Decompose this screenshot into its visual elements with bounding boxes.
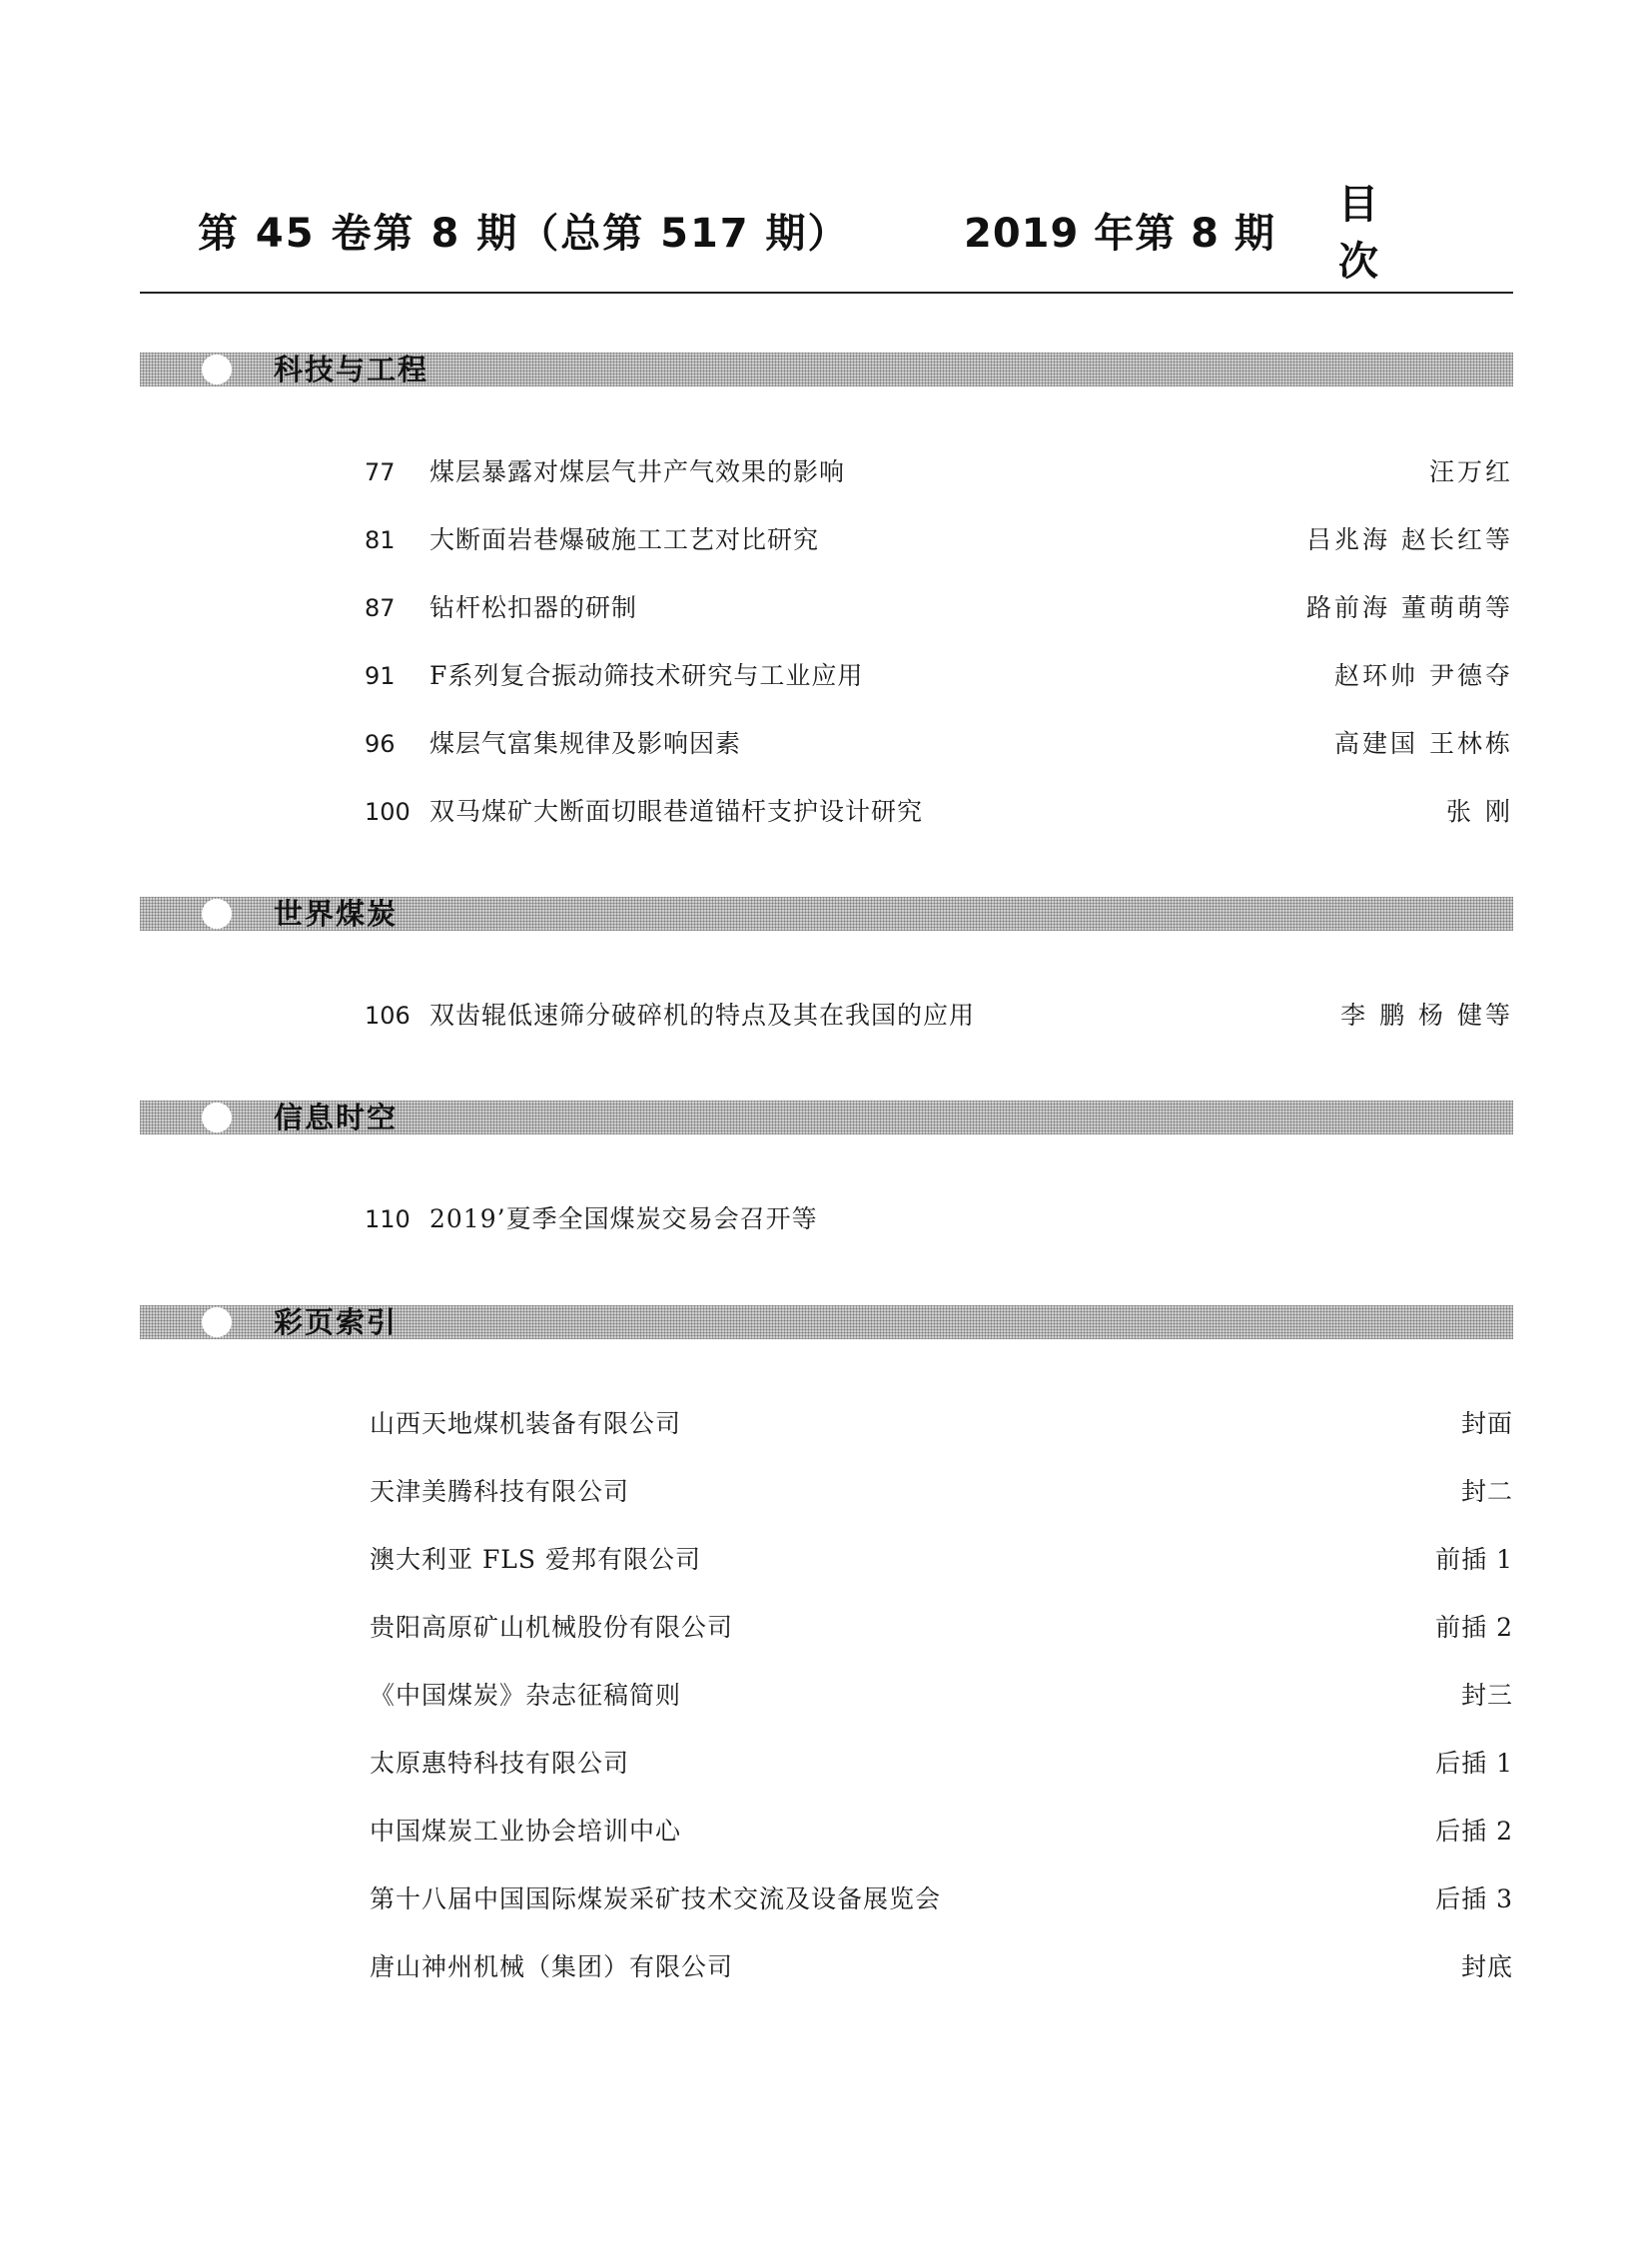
toc-entry[interactable] [140,586,1513,630]
entry-page: 100 [365,798,411,826]
bullet-circle-icon [202,1103,232,1132]
entry-page: 106 [365,1002,411,1030]
entry-title: F系列复合振动筛技术研究与工业应用 [429,661,864,690]
entry-title: 2019’夏季全国煤炭交易会召开等 [429,1204,818,1233]
entry-title: 双齿辊低速筛分破碎机的特点及其在我国的应用 [429,1001,976,1030]
section-bar-tech-engineering [140,353,1513,386]
ad-title: 第十八届中国国际煤炭采矿技术交流及设备展览会 [370,1884,942,1913]
entry-page: 110 [365,1205,411,1233]
toc-entry[interactable] [140,722,1513,766]
toc-entry[interactable] [140,654,1513,698]
entry-author: 张 刚 [1446,797,1513,826]
bullet-circle-icon [202,1307,232,1337]
ad-title: 天津美腾科技有限公司 [370,1477,630,1506]
entry-author: 赵环帅 尹德夺 [1334,661,1513,690]
bullet-circle-icon [202,355,232,384]
entry-title: 双马煤矿大断面切眼巷道锚杆支护设计研究 [429,797,924,826]
entry-author: 高建国 王林栋 [1334,729,1513,758]
ad-position: 封底 [1460,1952,1513,1981]
volume-issue: 第 45 卷第 8 期（总第 517 期） [198,210,850,257]
ad-position: 后插 1 [1435,1749,1513,1778]
ad-title: 贵阳高原矿山机械股份有限公司 [370,1613,734,1642]
entry-title: 钻杆松扣器的研制 [429,593,638,622]
toc-entry[interactable] [140,790,1513,834]
ad-entry[interactable] [140,1606,1513,1650]
entry-page: 77 [365,458,396,486]
entry-author: 汪万红 [1428,457,1513,486]
section-title: 彩页索引 [274,1305,399,1339]
ad-position: 封二 [1460,1477,1513,1506]
entry-title: 煤层暴露对煤层气井产气效果的影响 [429,457,846,486]
ad-entry[interactable] [140,1945,1513,1989]
issue-header [140,182,1513,285]
toc-entry[interactable] [140,450,1513,494]
entry-author: 吕兆海 赵长红等 [1306,525,1513,554]
entry-title: 煤层气富集规律及影响因素 [429,729,742,758]
section-bar-info-space [140,1101,1513,1134]
ad-entry[interactable] [140,1538,1513,1582]
entry-page: 81 [365,526,396,554]
year-issue: 2019 年第 8 期 [964,210,1275,257]
ad-position: 封面 [1460,1409,1513,1438]
bullet-circle-icon [202,899,232,929]
entry-author: 李 鹏 杨 健等 [1340,1001,1513,1030]
ad-title: 太原惠特科技有限公司 [370,1749,630,1778]
section-bar-color-page-index [140,1305,1513,1339]
toc-label: 目次 [1338,182,1484,285]
ad-position: 封三 [1460,1681,1513,1710]
ad-title: 澳大利亚 FLS 爱邦有限公司 [370,1545,701,1574]
section-bar-world-coal [140,897,1513,931]
entry-page: 96 [365,730,396,758]
entry-title: 大断面岩巷爆破施工工艺对比研究 [429,525,820,554]
section-title: 世界煤炭 [274,897,399,931]
ad-title: 《中国煤炭》杂志征稿简则 [370,1681,682,1710]
toc-entry[interactable] [140,1197,1513,1241]
ad-entry[interactable] [140,1674,1513,1718]
ad-position: 前插 1 [1435,1545,1513,1574]
ad-position: 前插 2 [1435,1613,1513,1642]
entry-page: 87 [365,594,396,622]
toc-entry[interactable] [140,518,1513,562]
ad-entry[interactable] [140,1470,1513,1514]
entry-page: 91 [365,662,396,690]
ad-entry[interactable] [140,1402,1513,1446]
section-title: 科技与工程 [274,353,429,386]
header-rule [140,292,1513,294]
ad-position: 后插 2 [1435,1817,1513,1846]
entry-author: 路前海 董萌萌等 [1306,593,1513,622]
ad-title: 唐山神州机械（集团）有限公司 [370,1952,734,1981]
toc-entry[interactable] [140,994,1513,1038]
ad-position: 后插 3 [1435,1884,1513,1913]
ad-title: 中国煤炭工业协会培训中心 [370,1817,682,1846]
ad-entry[interactable] [140,1877,1513,1921]
ad-title: 山西天地煤机装备有限公司 [370,1409,682,1438]
section-title: 信息时空 [274,1101,399,1134]
ad-entry[interactable] [140,1742,1513,1786]
ad-entry[interactable] [140,1810,1513,1854]
